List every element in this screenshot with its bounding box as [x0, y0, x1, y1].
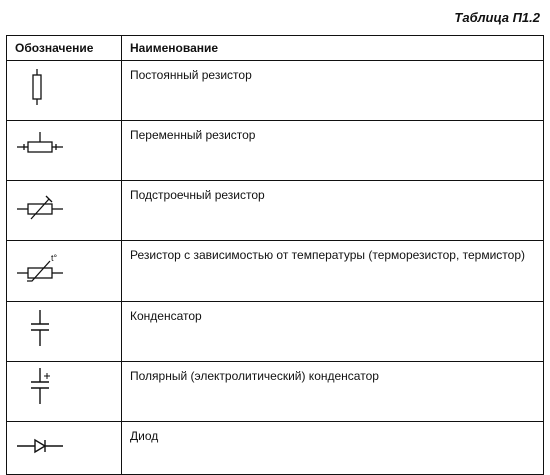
component-name: Полярный (электролитический) конденсатор	[122, 362, 544, 422]
svg-text:t°: t°	[51, 253, 58, 263]
component-name: Переменный резистор	[122, 121, 544, 181]
thermistor-icon	[7, 241, 121, 294]
table-row	[7, 362, 544, 422]
component-name: Резистор с зависимостью от температуры (терморезистор, термистор)	[122, 241, 544, 302]
symbol-cell	[7, 181, 122, 241]
diode-icon	[7, 422, 121, 467]
component-name: Постоянный резистор	[122, 61, 544, 121]
symbol-cell	[7, 422, 122, 475]
trimmer-resistor-icon	[7, 181, 121, 233]
component-name: Подстроечный резистор	[122, 181, 544, 241]
column-header-name: Наименование	[122, 36, 544, 61]
polarized-capacitor-icon	[7, 362, 121, 414]
symbol-cell	[7, 241, 122, 302]
symbol-cell	[7, 302, 122, 362]
table-row	[7, 61, 544, 121]
table-row	[7, 241, 544, 302]
symbol-cell	[7, 61, 122, 121]
table-caption: Таблица П1.2	[454, 10, 540, 25]
table-row	[7, 121, 544, 181]
symbol-cell	[7, 362, 122, 422]
symbol-cell	[7, 121, 122, 181]
table-row	[7, 422, 544, 475]
capacitor-icon	[7, 302, 121, 354]
table-row	[7, 302, 544, 362]
table-row	[7, 181, 544, 241]
component-name: Конденсатор	[122, 302, 544, 362]
column-header-symbol: Обозначение	[7, 36, 122, 61]
table-header-row	[7, 36, 544, 61]
fixed-resistor-icon	[7, 61, 121, 113]
symbols-table	[6, 35, 544, 475]
variable-resistor-icon	[7, 121, 121, 173]
component-name: Диод	[122, 422, 544, 475]
